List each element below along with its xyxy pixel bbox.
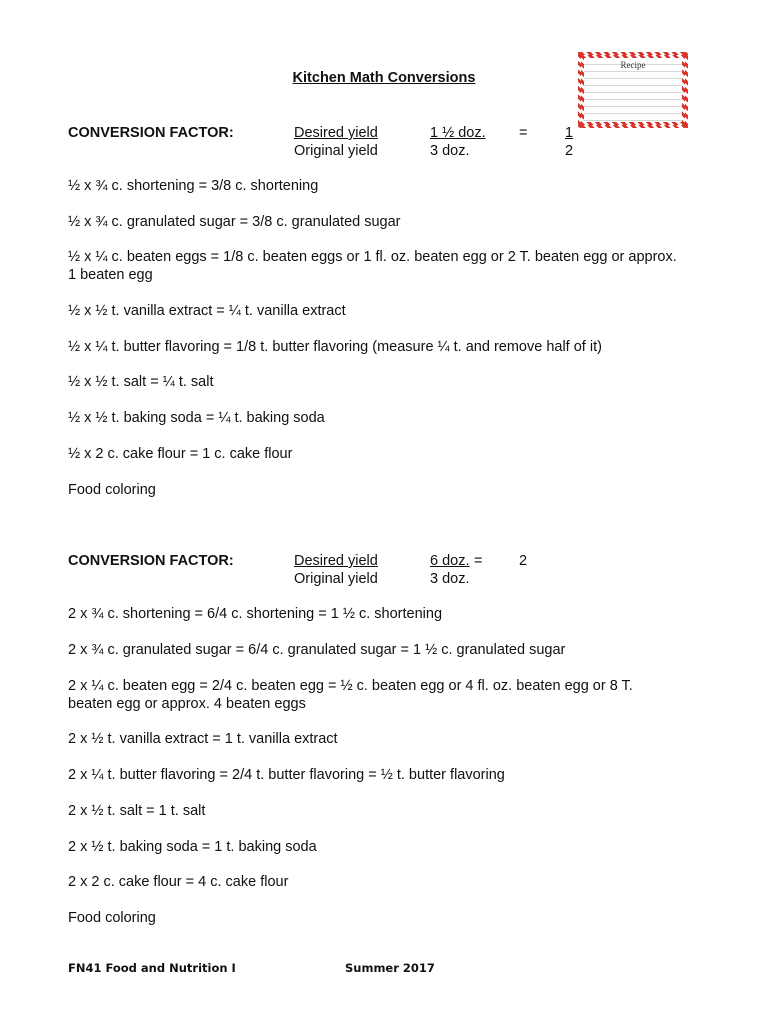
desired-yield-label-2: Desired yield [294,553,378,569]
conversion-line: ½ x ¾ c. shortening = 3/8 c. shortening [68,178,319,194]
footer-course: FN41 Food and Nutrition I [68,961,236,975]
conversion-line: ½ x ¼ c. beaten eggs = 1/8 c. beaten eggs or 1 fl. oz. beaten egg or 2 T. beaten egg or approx. 1 beaten egg [68,249,677,283]
result-numerator-1: 1 [565,125,574,141]
conversion-line: 2 x ½ t. vanilla extract = 1 t. vanilla extract [68,731,338,747]
conversion-line: ½ x ½ t. vanilla extract = ¼ t. vanilla extract [68,303,346,319]
recipe-card-image [578,52,688,128]
page-title: Kitchen Math Conversions [292,70,476,86]
conversion-line: ½ x ¼ t. butter flavoring = 1/8 t. butter flavoring (measure ¼ t. and remove half of it) [68,339,602,355]
conversion-factor-label-2: CONVERSION FACTOR: [68,553,234,569]
original-yield-label-2: Original yield [294,571,378,587]
original-yield-value-2: 3 doz. [430,571,470,587]
conversion-line: 2 x 2 c. cake flour = 4 c. cake flour [68,874,289,890]
conversion-line: 2 x ¾ c. granulated sugar = 6/4 c. granulated sugar = 1 ½ c. granulated sugar [68,642,566,658]
conversion-line: 2 x ¼ c. beaten egg = 2/4 c. beaten egg = ½ c. beaten egg or 4 fl. oz. beaten egg or 8 T. beaten egg or approx. 4 beaten eggs [68,678,633,712]
desired-yield-label-1: Desired yield [294,125,378,141]
equals-sign-2: = [474,553,483,569]
equals-sign-1: = [519,125,528,141]
original-yield-value-1: 3 doz. [430,143,470,159]
conversion-factor-label-1: CONVERSION FACTOR: [68,125,234,141]
conversion-line: 2 x ½ t. salt = 1 t. salt [68,803,206,819]
original-yield-label-1: Original yield [294,143,378,159]
conversion-line: ½ x ½ t. baking soda = ¼ t. baking soda [68,410,325,426]
desired-yield-value-2: 6 doz. [430,553,470,569]
recipe-card-label: Recipe [620,60,646,70]
conversion-line: 2 x ½ t. baking soda = 1 t. baking soda [68,839,317,855]
result-denominator-1: 2 [565,143,574,159]
footer-term: Summer 2017 [345,961,435,975]
result-value-2: 2 [519,553,528,569]
desired-yield-value-1: 1 ½ doz. [430,125,486,141]
conversion-line: ½ x 2 c. cake flour = 1 c. cake flour [68,446,293,462]
conversion-line: Food coloring [68,482,156,498]
conversion-line: ½ x ½ t. salt = ¼ t. salt [68,374,214,390]
conversion-line: ½ x ¾ c. granulated sugar = 3/8 c. granulated sugar [68,214,401,230]
conversion-line: Food coloring [68,910,156,926]
conversion-line: 2 x ¼ t. butter flavoring = 2/4 t. butter flavoring = ½ t. butter flavoring [68,767,505,783]
conversion-line: 2 x ¾ c. shortening = 6/4 c. shortening = 1 ½ c. shortening [68,606,443,622]
